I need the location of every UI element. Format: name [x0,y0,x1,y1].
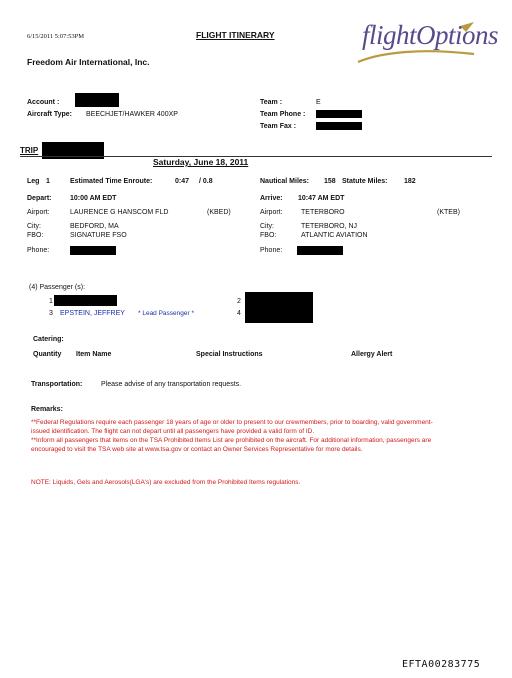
dep-airport: LAURENCE G HANSCOM FLD [70,209,169,216]
redacted-dep-phone [70,246,116,255]
transportation-label: Transportation: [31,381,83,388]
remarks-tsa-items: **Inform all passengers that items on the TSA Prohibited Items List are prohibited on the aircraft. For additional information, passengers are encouraged to visit the TSA web site at www.tsa.gov or contact an Owner Services Representative for more details. [31,437,432,453]
redacted-arr-phone [297,246,343,255]
arr-airport-code: (KTEB) [437,209,460,216]
dep-airport-label: Airport: [27,209,50,216]
team-value: E [316,99,321,106]
arr-city-label: City: [260,223,274,230]
leg-number: 1 [46,178,50,185]
remarks-lga-note: NOTE: Liquids, Gels and Aerosols(LGA's) are excluded from the Prohibited Items regulations. [31,479,301,486]
trip-date: Saturday, June 18, 2011 [153,157,249,167]
page-title: FLIGHT ITINERARY [196,30,275,40]
passenger-1-number: 1 [49,298,53,305]
account-label: Account : [27,99,60,106]
flight-options-logo [352,18,499,70]
arr-airport: TETERBORO [301,209,345,216]
document-id: EFTA00283775 [402,659,481,670]
redacted-account [75,93,119,107]
statute-miles-value: 182 [404,178,416,185]
catering-col-quantity: Quantity [33,351,62,358]
catering-col-special: Special Instructions [196,351,263,358]
trip-divider [20,156,492,157]
nautical-miles-label: Nautical Miles: [260,178,310,185]
aircraft-value: BEECHJET/HAWKER 400XP [86,111,178,118]
team-label: Team : [260,99,283,106]
dep-phone-label: Phone: [27,247,50,254]
arr-phone-label: Phone: [260,247,283,254]
passenger-3-name: EPSTEIN, JEFFREY [60,310,125,317]
ete-label: Estimated Time Enroute: [70,178,153,185]
dep-city: BEDFORD, MA [70,223,119,230]
catering-col-item: Item Name [76,351,112,358]
logo-text: flightOptions [362,20,499,50]
aircraft-label: Aircraft Type: [27,111,72,118]
passenger-3-number: 3 [49,310,53,317]
team-fax-label: Team Fax : [260,123,297,130]
dep-fbo-label: FBO: [27,232,44,239]
dep-city-label: City: [27,223,41,230]
statute-miles-label: Statute Miles: [342,178,388,185]
redacted-team-fax [316,122,362,130]
team-phone-label: Team Phone : [260,111,306,118]
catering-label: Catering: [33,336,64,343]
arr-city: TETERBORO, NJ [301,223,358,230]
timestamp: 6/15/2011 5:07:53PM [27,33,85,40]
ete-value: 0:47 [175,178,190,185]
arrive-value: 10:47 AM EDT [298,195,345,202]
redacted-passengers-2-4 [245,292,313,323]
lead-passenger-note: * Lead Passenger * [138,310,195,317]
passengers-label: (4) Passenger (s): [29,284,86,291]
ete-extra: / 0.8 [199,178,213,185]
catering-col-allergy: Allergy Alert [351,351,393,358]
nautical-miles-value: 158 [324,178,336,185]
remarks-id-regulation: **Federal Regulations require each passenger 18 years of age or older to present to our crewmembers, prior to boarding, valid government-issued identification. The flight can not depart until all passengers have provided a valid form of ID. [31,419,433,435]
passenger-2-number: 2 [237,298,241,305]
dep-airport-code: (KBED) [207,209,231,216]
depart-value: 10:00 AM EDT [70,195,117,202]
passenger-4-number: 4 [237,310,241,317]
transportation-value: Please advise of any transportation requests. [101,381,242,388]
dep-fbo: SIGNATURE FSO [70,232,127,239]
arr-fbo: ATLANTIC AVIATION [301,232,368,239]
depart-label: Depart: [27,195,52,202]
leg-label: Leg [27,178,40,185]
company-name: Freedom Air International, Inc. [27,57,150,67]
remarks-label: Remarks: [31,406,63,413]
trip-label: TRIP [20,146,39,155]
arr-fbo-label: FBO: [260,232,277,239]
arr-airport-label: Airport: [260,209,283,216]
redacted-team-phone [316,110,362,118]
redacted-passenger-1 [54,295,117,306]
arrive-label: Arrive: [260,195,283,202]
